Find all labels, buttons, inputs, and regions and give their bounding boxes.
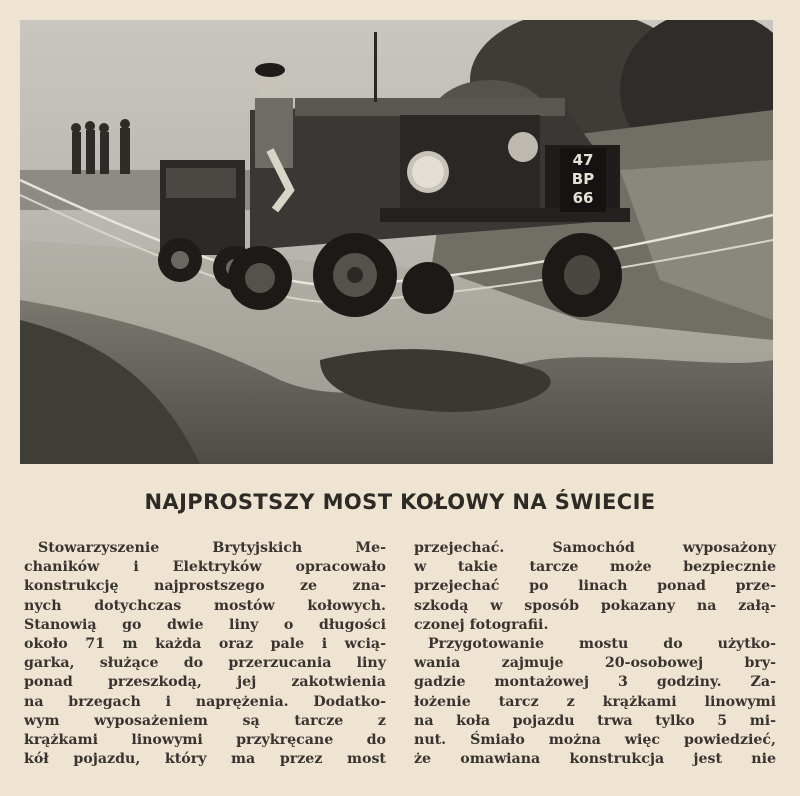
text-line: nych dotychczas mostów kołowych.: [24, 597, 386, 614]
article-column-left: [24, 539, 386, 769]
article-title: NAJPROSTSZY MOST KOŁOWY NA ŚWIECIE: [144, 490, 656, 514]
text-line: łożenie tarcz z krążkami linowymi: [414, 693, 776, 710]
text-line: ponad przeszkodą, jej zakotwienia: [24, 674, 386, 691]
text-line: Stanowią go dwie liny o długości: [24, 616, 386, 633]
text-line: na brzegach i naprężenia. Dodatko-: [24, 693, 386, 710]
text-line: gadzie montażowej 3 godziny. Za-: [414, 674, 776, 691]
text-line: przejechać. Samochód wyposażony: [414, 540, 776, 556]
text-line: konstrukcję najprostszego ze zna-: [24, 578, 386, 595]
text-line: że omawiana konstrukcja jest nie: [414, 751, 776, 768]
plate-line-2: BP: [571, 170, 595, 188]
text-line: przejechać po linach ponad prze-: [414, 578, 776, 595]
plate-line-1: 47: [572, 151, 594, 169]
text-line: wym wyposażeniem są tarcze z: [24, 712, 386, 729]
text-line: kół pojazdu, który ma przez most: [24, 751, 386, 768]
text-line: garka, służące do przerzucania liny: [24, 655, 386, 672]
text-line: nut. Śmiało można więc powiedzieć,: [414, 732, 776, 749]
text-line: w takie tarcze może bezpiecznie: [414, 559, 776, 576]
text-line: na koła pojazdu trwa tylko 5 mi-: [414, 712, 776, 729]
text-line: czonej fotografii.: [414, 616, 549, 633]
text-line: chaników i Elektryków opracowało: [24, 559, 386, 576]
article-photo: [20, 20, 773, 464]
jeep-on-rope-bridge-photo: [20, 20, 773, 464]
text-line: wania zajmuje 20-osobowej bry-: [414, 655, 776, 672]
article-column-right: [414, 539, 776, 769]
plate-line-3: 66: [572, 189, 594, 207]
text-line: szkodą w sposób pokazany na załą-: [414, 597, 776, 614]
text-line: około 71 m każda oraz pale i wcią-: [24, 636, 386, 653]
text-line: Przygotowanie mostu do użytko-: [428, 636, 776, 653]
text-line: krążkami linowymi przykręcane do: [24, 732, 386, 749]
text-line: Stowarzyszenie Brytyjskich Me-: [38, 540, 386, 556]
